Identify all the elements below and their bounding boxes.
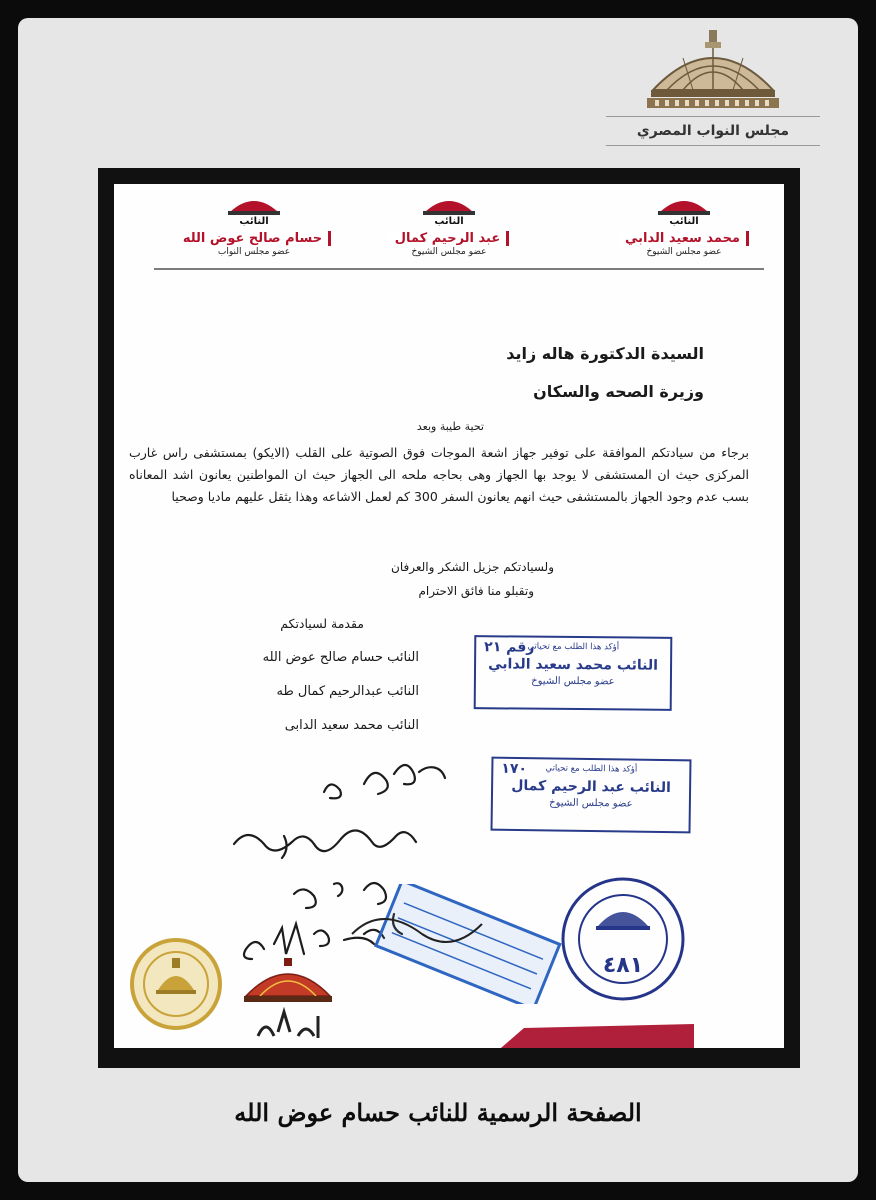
- letterhead-divider: [154, 268, 764, 270]
- stamp-role: عضو مجلس الشيوخ: [549, 797, 633, 810]
- letterhead-member: [604, 194, 764, 258]
- letter-body: برجاء من سيادتكم الموافقة على توفير جهاز اشعة الموجات فوق الصوتية على القلب (الايكو) بمستشفى راس غارب المركزى حيث ان المستشفى لا يوجد بها الجهاز وهى بحاجه ملحه الى الجهاز حيث ان المواطنين يعانون اشد المعاناه بسب عدم وجود الجهاز بالمستشفى حيث انهم يعانون السفر 300 كم لعمل الاشاعه وهذا يثقل عليهم ماديا وصحيا: [129, 445, 749, 504]
- member-name: محمد سعيد الدابي: [619, 231, 749, 246]
- approval-stamp: [490, 757, 691, 834]
- brand-name: مجلس النواب المصري: [636, 123, 790, 139]
- stamp-role: عضو مجلس الشيوخ: [531, 675, 615, 688]
- approval-stamp: [474, 635, 673, 711]
- thanks-line: ولسيادتكم جزيل الشكر والعرفان: [391, 560, 554, 574]
- letterhead-member: [174, 194, 334, 258]
- stamp-name: النائب محمد سعيد الدابي: [488, 656, 659, 674]
- member-name: حسام صالح عوض الله: [177, 231, 331, 246]
- parliament-dome-icon: [643, 28, 783, 114]
- page-frame: [18, 18, 858, 1182]
- member-role: عضو مجلس الشيوخ: [646, 247, 722, 257]
- member-role: عضو مجلس الشيوخ: [411, 247, 487, 257]
- member-role: عضو مجلس النواب: [217, 247, 291, 257]
- letterhead: [114, 194, 784, 272]
- letter-paper: [114, 184, 784, 1048]
- header-divider-bottom: [606, 145, 820, 146]
- member-title: النائب: [434, 216, 464, 227]
- seal-number: ٤٨١: [602, 953, 644, 978]
- signatory: النائب محمد سعيد الدابى: [284, 718, 419, 733]
- member-title: النائب: [669, 216, 699, 227]
- page-caption: الصفحة الرسمية للنائب حسام عوض الله: [234, 1098, 642, 1127]
- round-seal: [558, 874, 688, 1004]
- signatory: النائب حسام صالح عوض الله: [262, 650, 419, 665]
- dome-icon: [419, 194, 479, 216]
- presented-by: مقدمة لسيادتكم: [280, 616, 364, 631]
- signatory: النائب عبدالرحيم كمال طه: [276, 684, 419, 699]
- addressee-name: السيدة الدكتورة هاله زايد: [506, 344, 704, 363]
- addressee-title: وزيرة الصحه والسكان: [533, 382, 704, 401]
- stamp-number: رقم ٢١: [484, 639, 535, 656]
- stamp-number: ١٧٠: [501, 760, 528, 778]
- greeting: تحية طيبة وبعد: [416, 420, 484, 433]
- respect-line: وتقبلو منا فائق الاحترام: [418, 584, 534, 598]
- dome-icon: [224, 194, 284, 216]
- parliament-logo-bottom: [238, 956, 338, 1046]
- stamp-top-line: أؤكد هذا الطلب مع تحياتي: [527, 641, 620, 653]
- member-name: عبد الرحيم كمال: [389, 231, 509, 246]
- document-photo: [98, 168, 800, 1068]
- header-divider: [606, 116, 820, 117]
- dome-icon: [654, 194, 714, 216]
- gold-seal: [128, 936, 224, 1032]
- letterhead-member: [369, 194, 529, 258]
- member-title: النائب: [239, 216, 269, 227]
- stamp-name: النائب عبد الرحيم كمال: [511, 777, 671, 797]
- diagonal-stamp: [342, 884, 562, 1004]
- stamp-top-line: أؤكد هذا الطلب مع تحياتي: [545, 763, 638, 775]
- red-folder-edge: [494, 1024, 694, 1048]
- parliament-logo: [598, 28, 828, 156]
